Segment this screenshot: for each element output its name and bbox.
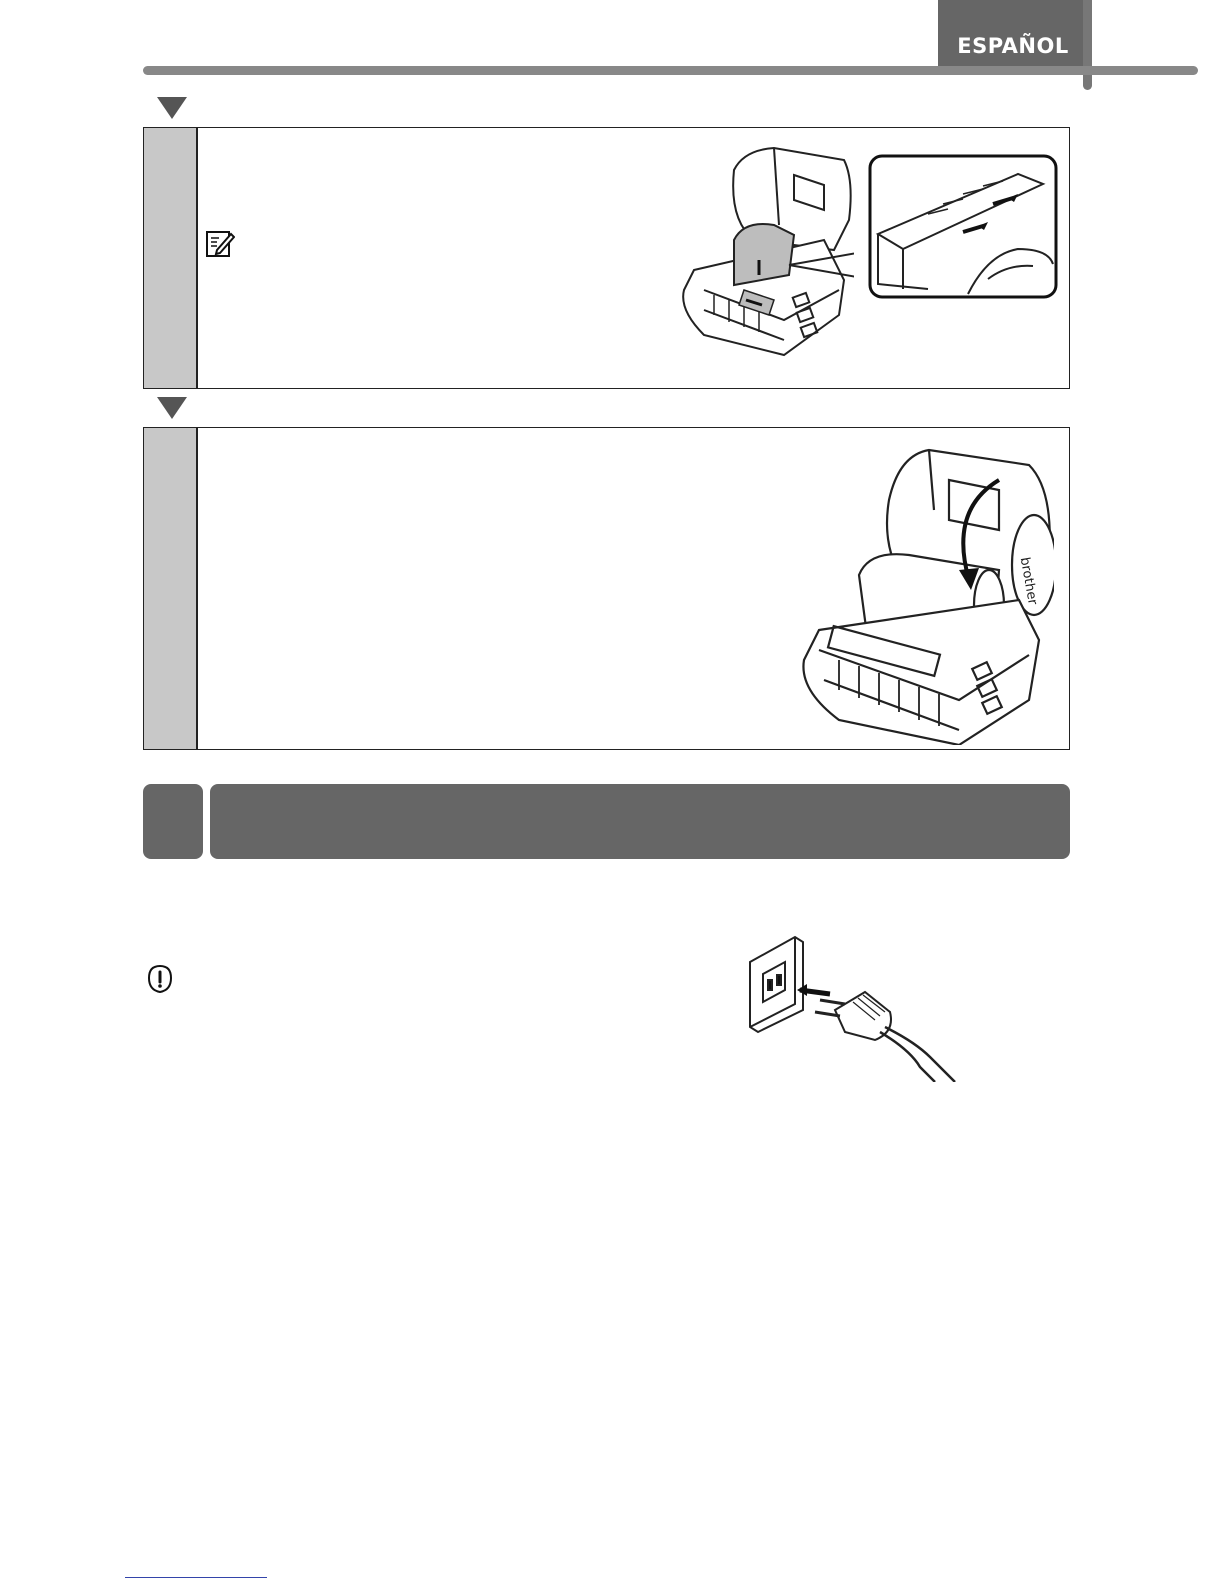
roll-guide-closeup-illustration [868,154,1058,299]
language-tab [938,0,1088,68]
down-triangle-icon [157,97,187,119]
header-rule [143,66,1198,75]
step-box-2 [143,427,1070,750]
svg-text:brother: brother [1016,556,1040,606]
language-tab-label: ESPAÑOL [957,34,1069,58]
step-number-column [144,428,198,749]
footer-link[interactable] [125,1577,267,1578]
printer-closing-cover-illustration [799,440,1054,745]
note-pencil-icon [205,228,235,258]
step-box-1 [143,127,1070,389]
language-tab-edge [1083,0,1092,90]
section-title-bar [210,784,1070,859]
power-plug-outlet-illustration [745,932,960,1082]
caution-exclamation-icon [147,964,173,994]
step-number-column [144,128,198,388]
section-number-badge [143,784,203,859]
printer-loading-roll-illustration [674,140,854,360]
down-triangle-icon [157,397,187,419]
